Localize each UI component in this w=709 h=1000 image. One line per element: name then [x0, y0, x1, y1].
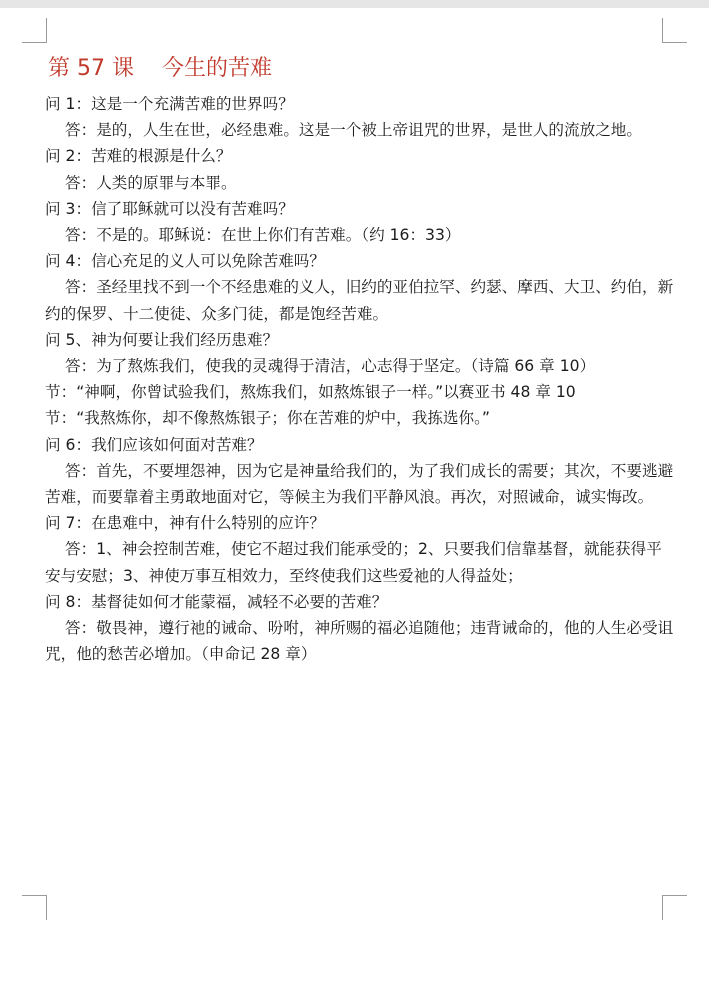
scripture-quote-1: 节：“神啊，你曾试验我们，熬炼我们，如熬炼银子一样。”以赛亚书 48 章 10 [45, 383, 576, 402]
answer-2: 答：人类的原罪与本罪。 [65, 173, 237, 192]
margin-corner-top-right [662, 18, 687, 43]
answer-7: 答：1、神会控制苦难，使它不超过我们能承受的；2、只要我们信靠基督，就能获得平安与安慰；3、神使万事互相效力，至终使我们这些爱祂的人得益处； [45, 540, 662, 585]
top-bar [0, 0, 709, 8]
answer-8: 答：敬畏神，遵行祂的诫命、吩咐，神所赐的福必追随他；违背诫命的，他的人生必受诅咒，他的愁苦必增加。（申命记 28 章） [45, 619, 674, 664]
answer-1: 答：是的，人生在世，必经患难。这是一个被上帝诅咒的世界，是世人的流放之地。 [65, 121, 642, 140]
question-2: 问 2：苦难的根源是什么？ [45, 147, 232, 166]
margin-corner-bottom-left [22, 895, 47, 920]
question-6: 问 6：我们应该如何面对苦难？ [45, 435, 263, 454]
document-page [0, 8, 709, 1000]
answer-6: 答：首先，不要埋怨神，因为它是神量给我们的，为了我们成长的需要；其次，不要逃避苦难，而要靠着主勇敢地面对它，等候主为我们平静风浪。再次，对照诫命，诚实悔改。 [45, 461, 674, 507]
question-3: 问 3：信了耶稣就可以没有苦难吗？ [45, 199, 294, 218]
question-4: 问 4：信心充足的义人可以免除苦难吗？ [45, 252, 325, 271]
document-body [45, 91, 675, 667]
answer-3: 答：不是的。耶稣说：在世上你们有苦难。（约 16：33） [65, 226, 461, 245]
margin-corner-bottom-right [662, 895, 687, 920]
question-5: 问 5、神为何要让我们经历患难？ [45, 330, 279, 349]
question-7: 问 7：在患难中，神有什么特别的应许？ [45, 514, 325, 533]
margin-corner-top-left [22, 18, 47, 43]
scripture-quote-2: 节：“我熬炼你，却不像熬炼银子；你在苦难的炉中，我拣选你。” [45, 409, 490, 428]
answer-4: 答：圣经里找不到一个不经患难的义人，旧约的亚伯拉罕、约瑟、摩西、大卫、约伯，新约的保罗、十二使徒、众多门徒，都是饱经苦难。 [45, 278, 674, 323]
lesson-title: 第 57 课 今生的苦难 [48, 56, 272, 81]
question-1: 问 1：这是一个充满苦难的世界吗？ [45, 95, 294, 113]
question-8: 问 8：基督徒如何才能蒙福，减轻不必要的苦难？ [45, 592, 388, 611]
answer-5: 答：为了熬炼我们，使我的灵魂得于清洁，心志得于坚定。（诗篇 66 章 10） [65, 357, 596, 376]
